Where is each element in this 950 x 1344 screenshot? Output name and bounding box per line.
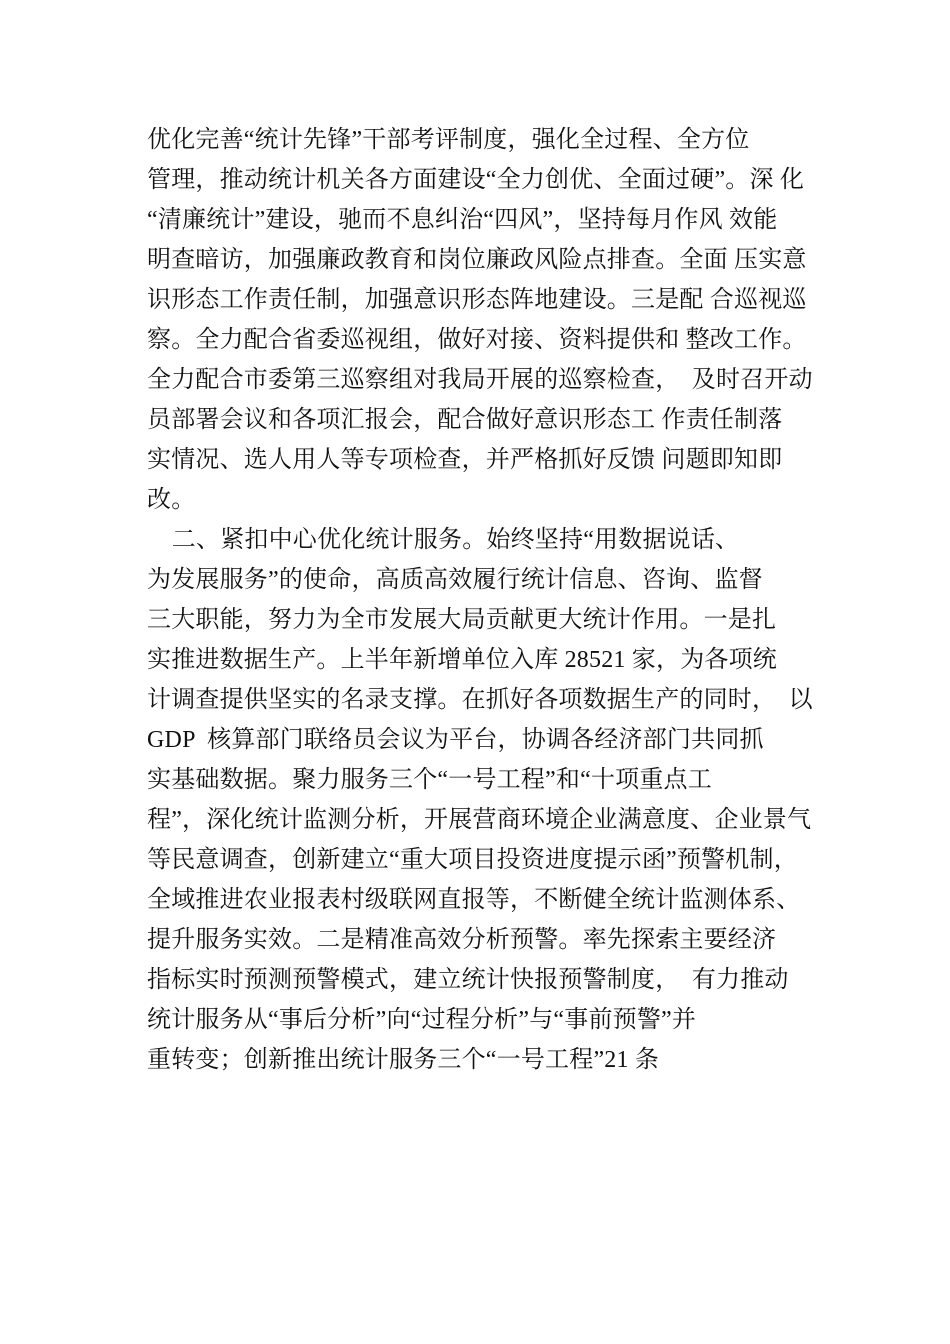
text-line: 实推进数据生产。上半年新增单位入库 28521 家，为各项统 [147,647,777,673]
text-line: 改。 [147,487,196,513]
text-line: 指标实时预测预警模式，建立统计快报预警制度， 有力推动 [147,967,789,993]
text-line: 全域推进农业报表村级联网直报等，不断健全统计监测体系、 [147,887,801,913]
text-line: 等民意调查，创新建立“重大项目投资进度提示函”预警机制， [147,847,798,873]
text-line: 二、紧扣中心优化统计服务。始终坚持“用数据说话、 [147,527,740,553]
text-line: 员部署会议和各项汇报会，配合做好意识形态工 作责任制落 [147,407,783,433]
text-line: 管理，推动统计机关各方面建设“全力创优、全面过硬”。深 化 [147,167,805,193]
text-line: 为发展服务”的使命，高质高效履行统计信息、咨询、监督 [147,567,763,593]
text-line: 三大职能，努力为全市发展大局贡献更大统计作用。一是扎 [147,607,777,633]
text-line: 优化完善“统计先锋”干部考评制度，强化全过程、全方位 [147,127,750,153]
text-line: 实基础数据。聚力服务三个“一号工程”和“十项重点工 [147,767,712,793]
text-line: 程”，深化统计监测分析，开展营商环境企业满意度、企业景气 [147,807,812,833]
text-line: “清廉统计”建设，驰而不息纠治“四风”，坚持每月作风 效能 [147,207,778,233]
text-line: 计调查提供坚实的名录支撑。在抓好各项数据生产的同时， 以 [147,687,813,713]
text-line: 实情况、选人用人等专项检查，并严格抓好反馈 问题即知即 [147,447,783,473]
text-line: 重转变；创新推出统计服务三个“一号工程”21 条 [147,1047,660,1073]
text-line: 察。全力配合省委巡视组，做好对接、资料提供和 整改工作。 [147,327,807,353]
text-line: 统计服务从“事后分析”向“过程分析”与“事前预警”并 [147,1007,697,1033]
text-line: 明查暗访，加强廉政教育和岗位廉政风险点排查。全面 压实意 [147,247,807,273]
text-line: 全力配合市委第三巡察组对我局开展的巡察检查， 及时召开动 [147,367,813,393]
text-line: GDP 核算部门联络员会议为平台，协调各经济部门共同抓 [147,727,764,753]
text-line: 提升服务实效。二是精准高效分析预警。率先探索主要经济 [147,927,777,953]
text-line: 识形态工作责任制，加强意识形态阵地建设。三是配 合巡视巡 [147,287,807,313]
